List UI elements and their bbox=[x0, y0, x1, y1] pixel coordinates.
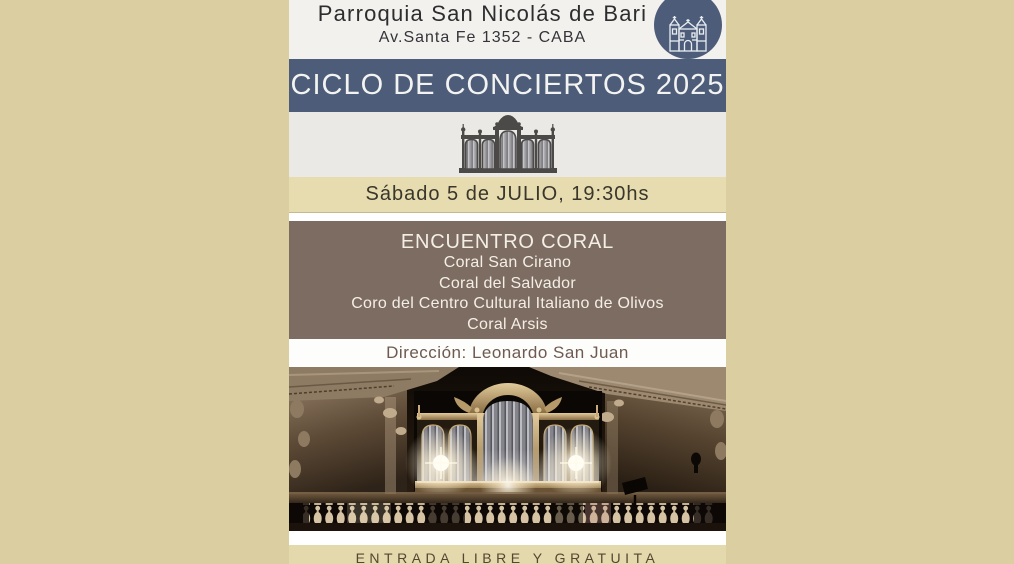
direction-band bbox=[289, 339, 726, 367]
pipe-organ-icon bbox=[453, 113, 563, 175]
choir-name: Coral Arsis bbox=[467, 315, 548, 333]
concert-poster bbox=[289, 0, 726, 564]
choir-name: Coro del Centro Cultural Italiano de Olivos bbox=[351, 295, 664, 312]
cycle-banner bbox=[289, 59, 726, 112]
admission-note: ENTRADA LIBRE Y GRATUITA bbox=[355, 550, 660, 564]
choir-name: Coral del Salvador bbox=[438, 274, 577, 292]
event-title: ENCUENTRO CORAL bbox=[400, 231, 615, 253]
organ-icon-band bbox=[289, 112, 726, 177]
event-band bbox=[289, 221, 726, 339]
director-credit: Dirección: Leonardo San Juan bbox=[386, 343, 629, 362]
parish-title: Parroquia San Nicolás de Bari bbox=[317, 1, 648, 26]
poster-header bbox=[289, 0, 726, 59]
event-date: Sábado 5 de JULIO, 19:30hs bbox=[365, 183, 650, 205]
date-band bbox=[289, 177, 726, 212]
organ-loft-photo bbox=[289, 367, 726, 531]
header-text-block bbox=[289, 1, 676, 49]
parish-badge bbox=[654, 0, 722, 59]
divider-strip bbox=[289, 531, 726, 545]
church-icon bbox=[666, 14, 710, 52]
cycle-banner-title: CICLO DE CONCIERTOS 2025 bbox=[290, 69, 725, 101]
parish-address: Av.Santa Fe 1352 - CABA bbox=[378, 29, 587, 46]
footer-band bbox=[289, 545, 726, 564]
organ-loft-photo-art bbox=[289, 367, 726, 531]
choir-name: Coral San Cirano bbox=[443, 254, 572, 271]
